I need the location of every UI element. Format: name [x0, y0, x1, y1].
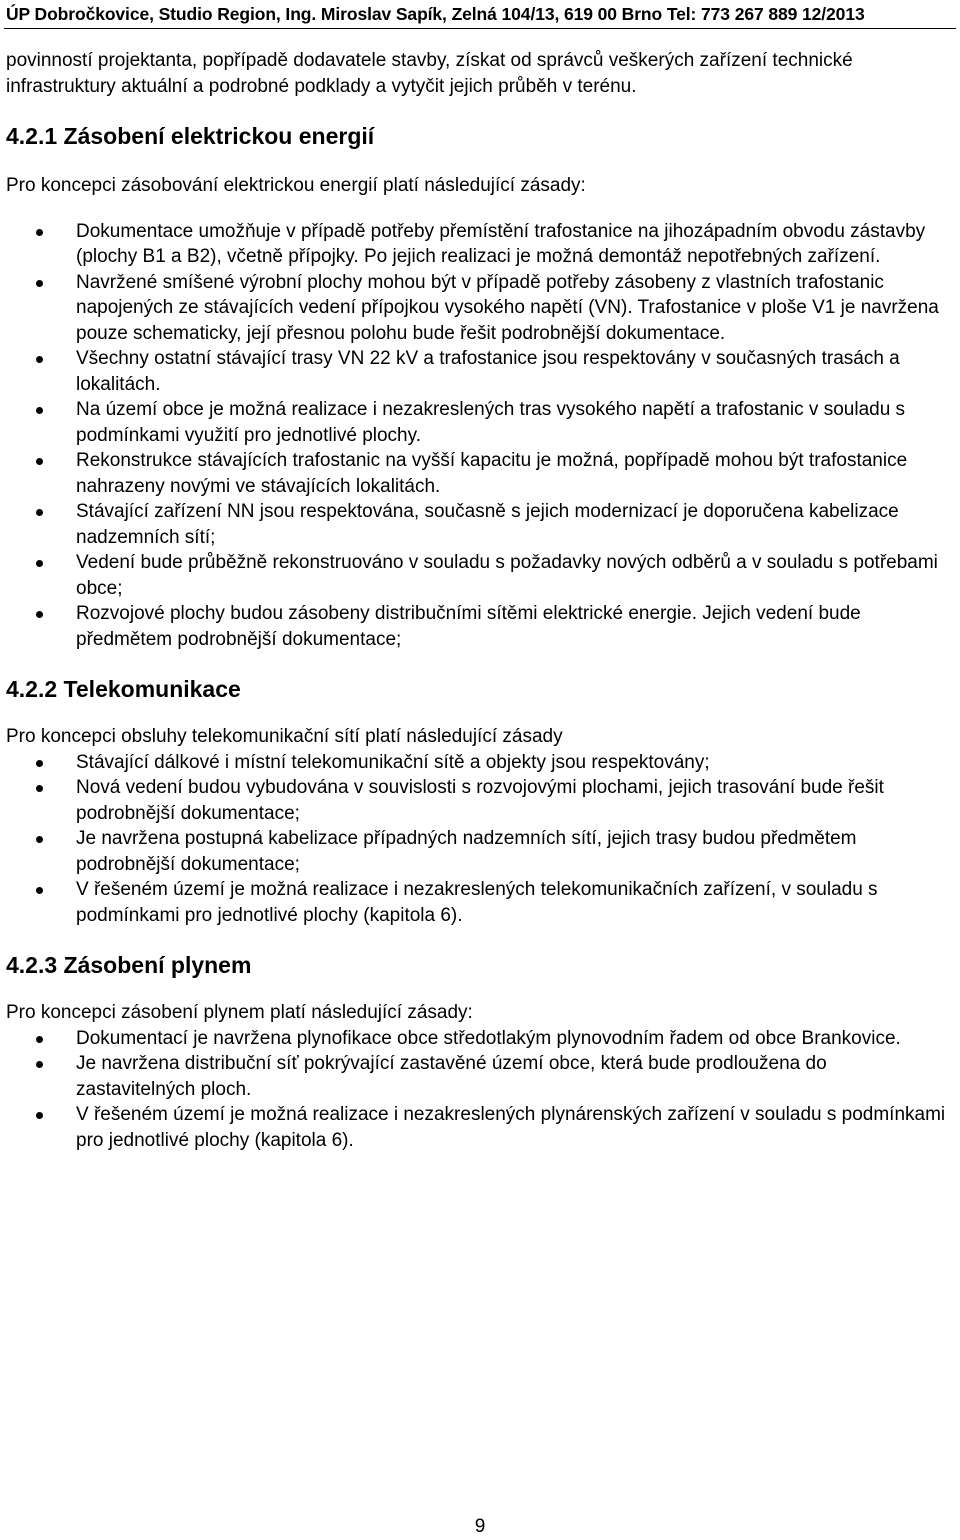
list-item-text: Rozvojové plochy budou zásobeny distribučními sítěmi elektrické energie. Jejich vedení bude předmětem podrobnější dokumentace;: [76, 603, 861, 650]
list-item-text: V řešeném území je možná realizace i nezakreslených telekomunikačních zařízení, v souladu s podmínkami pro jednotlivé plochy (kapitola 6).: [76, 879, 878, 926]
bullet-icon: [36, 280, 43, 287]
bullet-icon: [36, 509, 43, 516]
list-item: [6, 448, 946, 499]
list-item: [6, 775, 946, 826]
bullet-icon: [36, 229, 43, 236]
header-rule: [4, 28, 956, 29]
list-item-text: Navržené smíšené výrobní plochy mohou být v případě potřeby zásobeny z vlastních trafostanic napojených ze stávajících vedení přípojkou vysokého napětí (VN). Trafostanice v ploše V1 je navržena pouze schematicky, její přesnou polohu bude řešit podrobnější dokumentace.: [76, 271, 939, 344]
bullet-icon: [36, 887, 43, 894]
list-item: [6, 499, 946, 550]
list-item: [6, 270, 946, 347]
list-item-text: Na území obce je možná realizace i nezakreslených tras vysokého napětí a trafostanic v souladu s podmínkami využití pro jednotlivé plochy.: [76, 399, 906, 446]
bullet-icon: [36, 611, 43, 618]
section-lead: Pro koncepci obsluhy telekomunikační sítí platí následující zásady: [6, 726, 563, 747]
bullet-icon: [36, 458, 43, 465]
bullet-icon: [36, 1112, 43, 1119]
list-item-text: Dokumentací je navržena plynofikace obce středotlakým plynovodním řadem od obce Brankovice.: [76, 1027, 901, 1049]
list-item: [6, 1026, 946, 1052]
list-item-text: Je navržena postupná kabelizace případných nadzemních sítí, jejich trasy budou předmětem podrobnější dokumentace;: [76, 828, 857, 875]
list-item-text: Dokumentace umožňuje v případě potřeby přemístění trafostanice na jihozápadním obvodu zástavby (plochy B1 a B2), včetně přípojky. Po jejich realizaci je možná demontáž nepotřebných zařízení.: [76, 220, 926, 267]
list-item-text: Vedení bude průběžně rekonstruováno v souladu s požadavky nových odběrů a v souladu s potřebami obce;: [76, 552, 938, 599]
list-item: [6, 550, 946, 601]
list-item-text: Stávající dálkové i místní telekomunikační sítě a objekty jsou respektovány;: [76, 751, 710, 773]
bullet-icon: [36, 836, 43, 843]
bullet-icon: [36, 785, 43, 792]
document-body: [6, 48, 946, 1153]
list-item-text: Je navržena distribuční síť pokrývající zastavěné území obce, která bude prodloužena do zastavitelných ploch.: [76, 1053, 827, 1100]
list-item: [6, 346, 946, 397]
list-item-text: Nová vedení budou vybudována v souvislosti s rozvojovými plochami, jejich trasování bude řešit podrobnější dokumentace;: [76, 777, 884, 824]
bullet-icon: [36, 356, 43, 363]
list-item-text: Rekonstrukce stávajících trafostanic na vyšší kapacitu je možná, popřípadě mohou být trafostanice nahrazeny novými ve stávajících lokalitách.: [76, 450, 908, 497]
section-heading-4-2-3: 4.2.3 Zásobení plynem: [6, 952, 252, 978]
list-item: [6, 601, 946, 652]
list-item-text: Stávající zařízení NN jsou respektována, současně s jejich modernizací je doporučena kabelizace nadzemních sítí;: [76, 501, 899, 548]
bullet-icon: [36, 1061, 43, 1068]
list-item: [6, 397, 946, 448]
bullet-icon: [36, 760, 43, 767]
page-number: 9: [474, 1516, 486, 1537]
list-item-text: Všechny ostatní stávající trasy VN 22 kV a trafostanice jsou respektovány v současných trasách a lokalitách.: [76, 348, 900, 395]
section-lead: Pro koncepci zásobení plynem platí následující zásady:: [6, 1002, 473, 1023]
section-heading-4-2-1: 4.2.1 Zásobení elektrickou energií: [6, 123, 375, 149]
list-item: [6, 826, 946, 877]
bullet-icon: [36, 1036, 43, 1043]
bullet-list: [6, 750, 946, 929]
intro-paragraph: povinností projektanta, popřípadě dodavatele stavby, získat od správců veškerých zařízení technické infrastruktury aktuální a podrobné podklady a vytyčit jejich průběh v terénu.: [6, 50, 853, 97]
list-item: [6, 219, 946, 270]
bullet-icon: [36, 560, 43, 567]
list-item: [6, 877, 946, 928]
list-item: [6, 750, 946, 776]
list-item: [6, 1102, 946, 1153]
list-item: [6, 1051, 946, 1102]
section-heading-4-2-2: 4.2.2 Telekomunikace: [6, 676, 241, 702]
bullet-list: [6, 219, 946, 653]
bullet-list: [6, 1026, 946, 1154]
list-item-text: V řešeném území je možná realizace i nezakreslených plynárenských zařízení v souladu s podmínkami pro jednotlivé plochy (kapitola 6).: [76, 1104, 946, 1151]
bullet-icon: [36, 407, 43, 414]
section-lead: Pro koncepci zásobování elektrickou energií platí následující zásady:: [6, 175, 586, 196]
page-header: ÚP Dobročkovice, Studio Region, Ing. Miroslav Sapík, Zelná 104/13, 619 00 Brno Tel: 773 267 889 12/2013: [6, 4, 865, 24]
